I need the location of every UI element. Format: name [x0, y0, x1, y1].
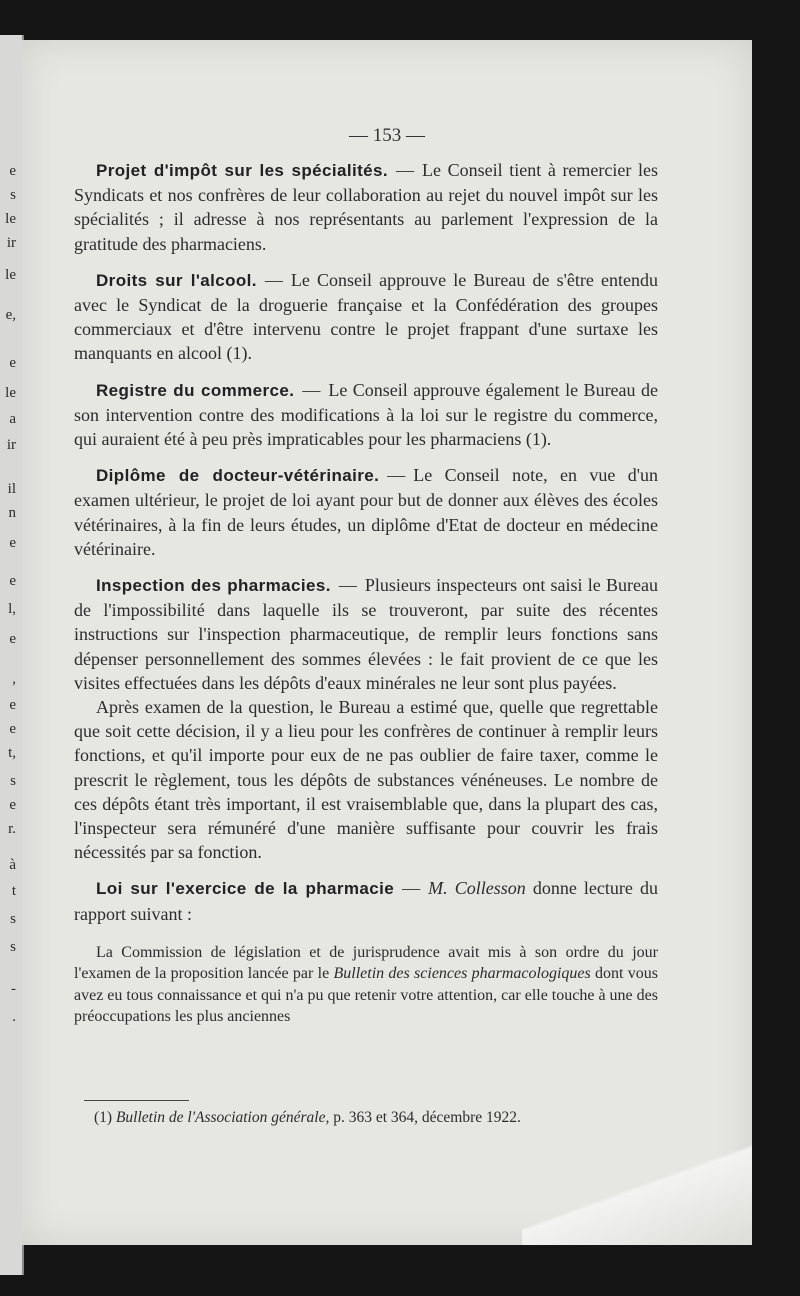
section-projet-impot: Projet d'impôt sur les spécialités. — Le Conseil tient à remercier les Syndicats et nos confrères de leur collaboration au rejet du nouvel impôt sur les spécialités ; il adresse à nos représentants au parlement l'expression de la gratitude des pharmaciens.	[74, 160, 658, 254]
adjacent-page-fragment: ir	[6, 437, 16, 453]
adjacent-page-fragment: s	[10, 187, 16, 203]
report-text	[74, 942, 658, 1028]
adjacent-page-fragment: le	[5, 385, 16, 401]
adjacent-page-fragment: e,	[5, 307, 16, 323]
adjacent-page-fragment: ir	[6, 235, 16, 251]
adjacent-page-fragment: le	[5, 267, 16, 283]
adjacent-page-fragment: e	[9, 797, 16, 813]
report-journal: Bulletin des sciences pharmacologiques	[333, 965, 591, 983]
section-droits-alcool: Droits sur l'alcool. — Le Conseil approuve le Bureau de s'être entendu avec le Syndicat de la droguerie française et la Confédération des groupes commerciaux et d'être intervenu contre le projet frappant d'une surtaxe les manquants en alcool (1).	[74, 269, 658, 364]
section-continuation: Après examen de la question, le Bureau a estimé que, quelle que regrettable que soit cette décision, il y a lieu pour les confrères de continuer à remplir leurs fonctions, et qu'il importe pour eux de ne pas oublier de faire taxer, comme le prescrit le règlement, tous les dépôts de substances vénéneuses. Le nombre de ces dépôts étant très important, il est vraisemblable que, dans la plupart des cas, l'inspecteur sera rémunéré d'une manière suffisante pour couvrir les frais nécessités par sa fonction.	[74, 697, 658, 863]
adjacent-page-fragment: ,	[12, 671, 16, 687]
adjacent-page-fragment: e	[9, 535, 16, 551]
section-diplome-veterinaire: Diplôme de docteur-vétérinaire. — Le Conseil note, en vue d'un examen ultérieur, le projet de loi ayant pour but de donner aux élèves des écoles vétérinaires, à la fin de leurs études, un diplôme d'Etat de docteur en médecine vétérinaire.	[74, 465, 658, 559]
section-heading: Droits sur l'alcool.	[96, 270, 257, 290]
adjacent-page-fragment: il	[7, 481, 16, 497]
adjacent-page-edge	[0, 35, 24, 1275]
section-heading: Loi sur l'exercice de la pharmacie	[96, 879, 395, 899]
adjacent-page-fragment: r.	[8, 821, 16, 837]
adjacent-page-fragment: a	[9, 411, 16, 427]
report-before: La Commission de législation et de jurisprudence avait mis à son ordre du jour l'examen de la proposition lancée par le	[74, 943, 658, 983]
adjacent-page-fragment: t,	[8, 745, 16, 761]
section-heading: Inspection des pharmacies.	[96, 576, 331, 596]
adjacent-page-fragment: e	[9, 631, 16, 647]
adjacent-page-fragment: le	[5, 211, 16, 227]
adjacent-page-fragment: l,	[8, 601, 16, 617]
section-body: Plusieurs inspecteurs ont saisi le Bureau de l'impossibilité dans laquelle ils se trouveront, par suite des récentes instructions sur l'inspection pharmaceutique, de remplir leurs fonctions sans dépenser personnellement des sommes élevées : le fait provient de ce que les visites effectuées dans les dépôts d'eaux minérales ne leur sont plus payées.	[74, 575, 659, 693]
footnote-marker: (1)	[94, 1109, 113, 1126]
adjacent-page-fragment: e	[9, 721, 16, 737]
page-number: — 153 —	[349, 125, 425, 146]
section-body: Le Conseil note, en vue d'un examen ultérieur, le projet de loi ayant pour but de donner aux élèves des écoles vétérinaires, à la fin de leurs études, un diplôme d'Etat de docteur en médecine vétérinaire.	[74, 465, 658, 559]
section-heading: Projet d'impôt sur les spécialités.	[96, 161, 388, 180]
section-registre-commerce: Registre du commerce. — Le Conseil approuve également le Bureau de son intervention contre des modifications à la loi sur le registre du commerce, qui auraient été à peu près impraticables pour les pharmaciens (1).	[74, 379, 658, 450]
section-heading: Diplôme de docteur-vétérinaire.	[96, 466, 380, 486]
section-body: donne lecture du rapport suivant :	[74, 878, 658, 924]
adjacent-page-fragment: -	[11, 981, 16, 997]
footnote-rule	[84, 1100, 189, 1101]
footnote-source: Bulletin de l'Association générale,	[115, 1109, 330, 1126]
adjacent-page-fragment: e	[9, 573, 16, 589]
report-after: dont vous avez eu tous connaissance et qui n'a pu que retenir votre attention, car elle touche à une des préoccupations les plus anciennes	[74, 965, 659, 1026]
adjacent-page-fragment: n	[8, 505, 16, 521]
page-content	[74, 158, 658, 1044]
adjacent-page-fragment: e	[9, 697, 16, 713]
footnote-ref: p. 363 et 364, décembre 1922.	[333, 1109, 521, 1126]
section-body: Le Conseil tient à remercier les Syndicats et nos confrères de leur collaboration au rejet du nouvel impôt sur les spécialités ; il adresse à nos représentants au parlement l'expression de la gratitude des pharmaciens.	[74, 160, 658, 254]
section-body: Le Conseil approuve le Bureau de s'être entendu avec le Syndicat de la droguerie française et la Confédération des groupes commerciaux et d'être intervenu contre le projet frappant d'une surtaxe les manquants en alcool (1).	[74, 269, 658, 364]
adjacent-page-fragment: s	[10, 911, 16, 927]
section-author: M. Collesson	[428, 878, 526, 899]
adjacent-page-fragment: s	[10, 939, 16, 955]
folded-page-corner	[522, 1135, 752, 1245]
section-body: Le Conseil approuve également le Bureau de son intervention contre des modifications à la loi sur le registre du commerce, qui auraient été à peu près impraticables pour les pharmaciens (1).	[74, 379, 658, 450]
adjacent-page-fragment: à	[9, 857, 16, 873]
adjacent-page-fragment: .	[12, 1009, 16, 1025]
footnote	[94, 1109, 654, 1127]
adjacent-page-fragment: s	[10, 773, 16, 789]
adjacent-page-fragment: e	[9, 163, 16, 179]
section-heading: Registre du commerce.	[96, 380, 295, 400]
section-inspection-pharmacies: Inspection des pharmacies. — Plusieurs inspecteurs ont saisi le Bureau de l'impossibilité dans laquelle ils se trouveront, par suite des récentes instructions sur l'inspection pharmaceutique, de remplir leurs fonctions sans dépenser personnellement des sommes élevées : le fait provient de ce que les visites effectuées dans les dépôts d'eaux minérales ne leur sont plus payées.	[74, 575, 659, 693]
book-page	[22, 40, 752, 1245]
adjacent-page-fragment: t	[11, 883, 16, 899]
section-loi-exercice: Loi sur l'exercice de la pharmacie — M. Collesson donne lecture du rapport suivant :	[74, 878, 658, 924]
adjacent-page-fragment: e	[9, 355, 16, 371]
